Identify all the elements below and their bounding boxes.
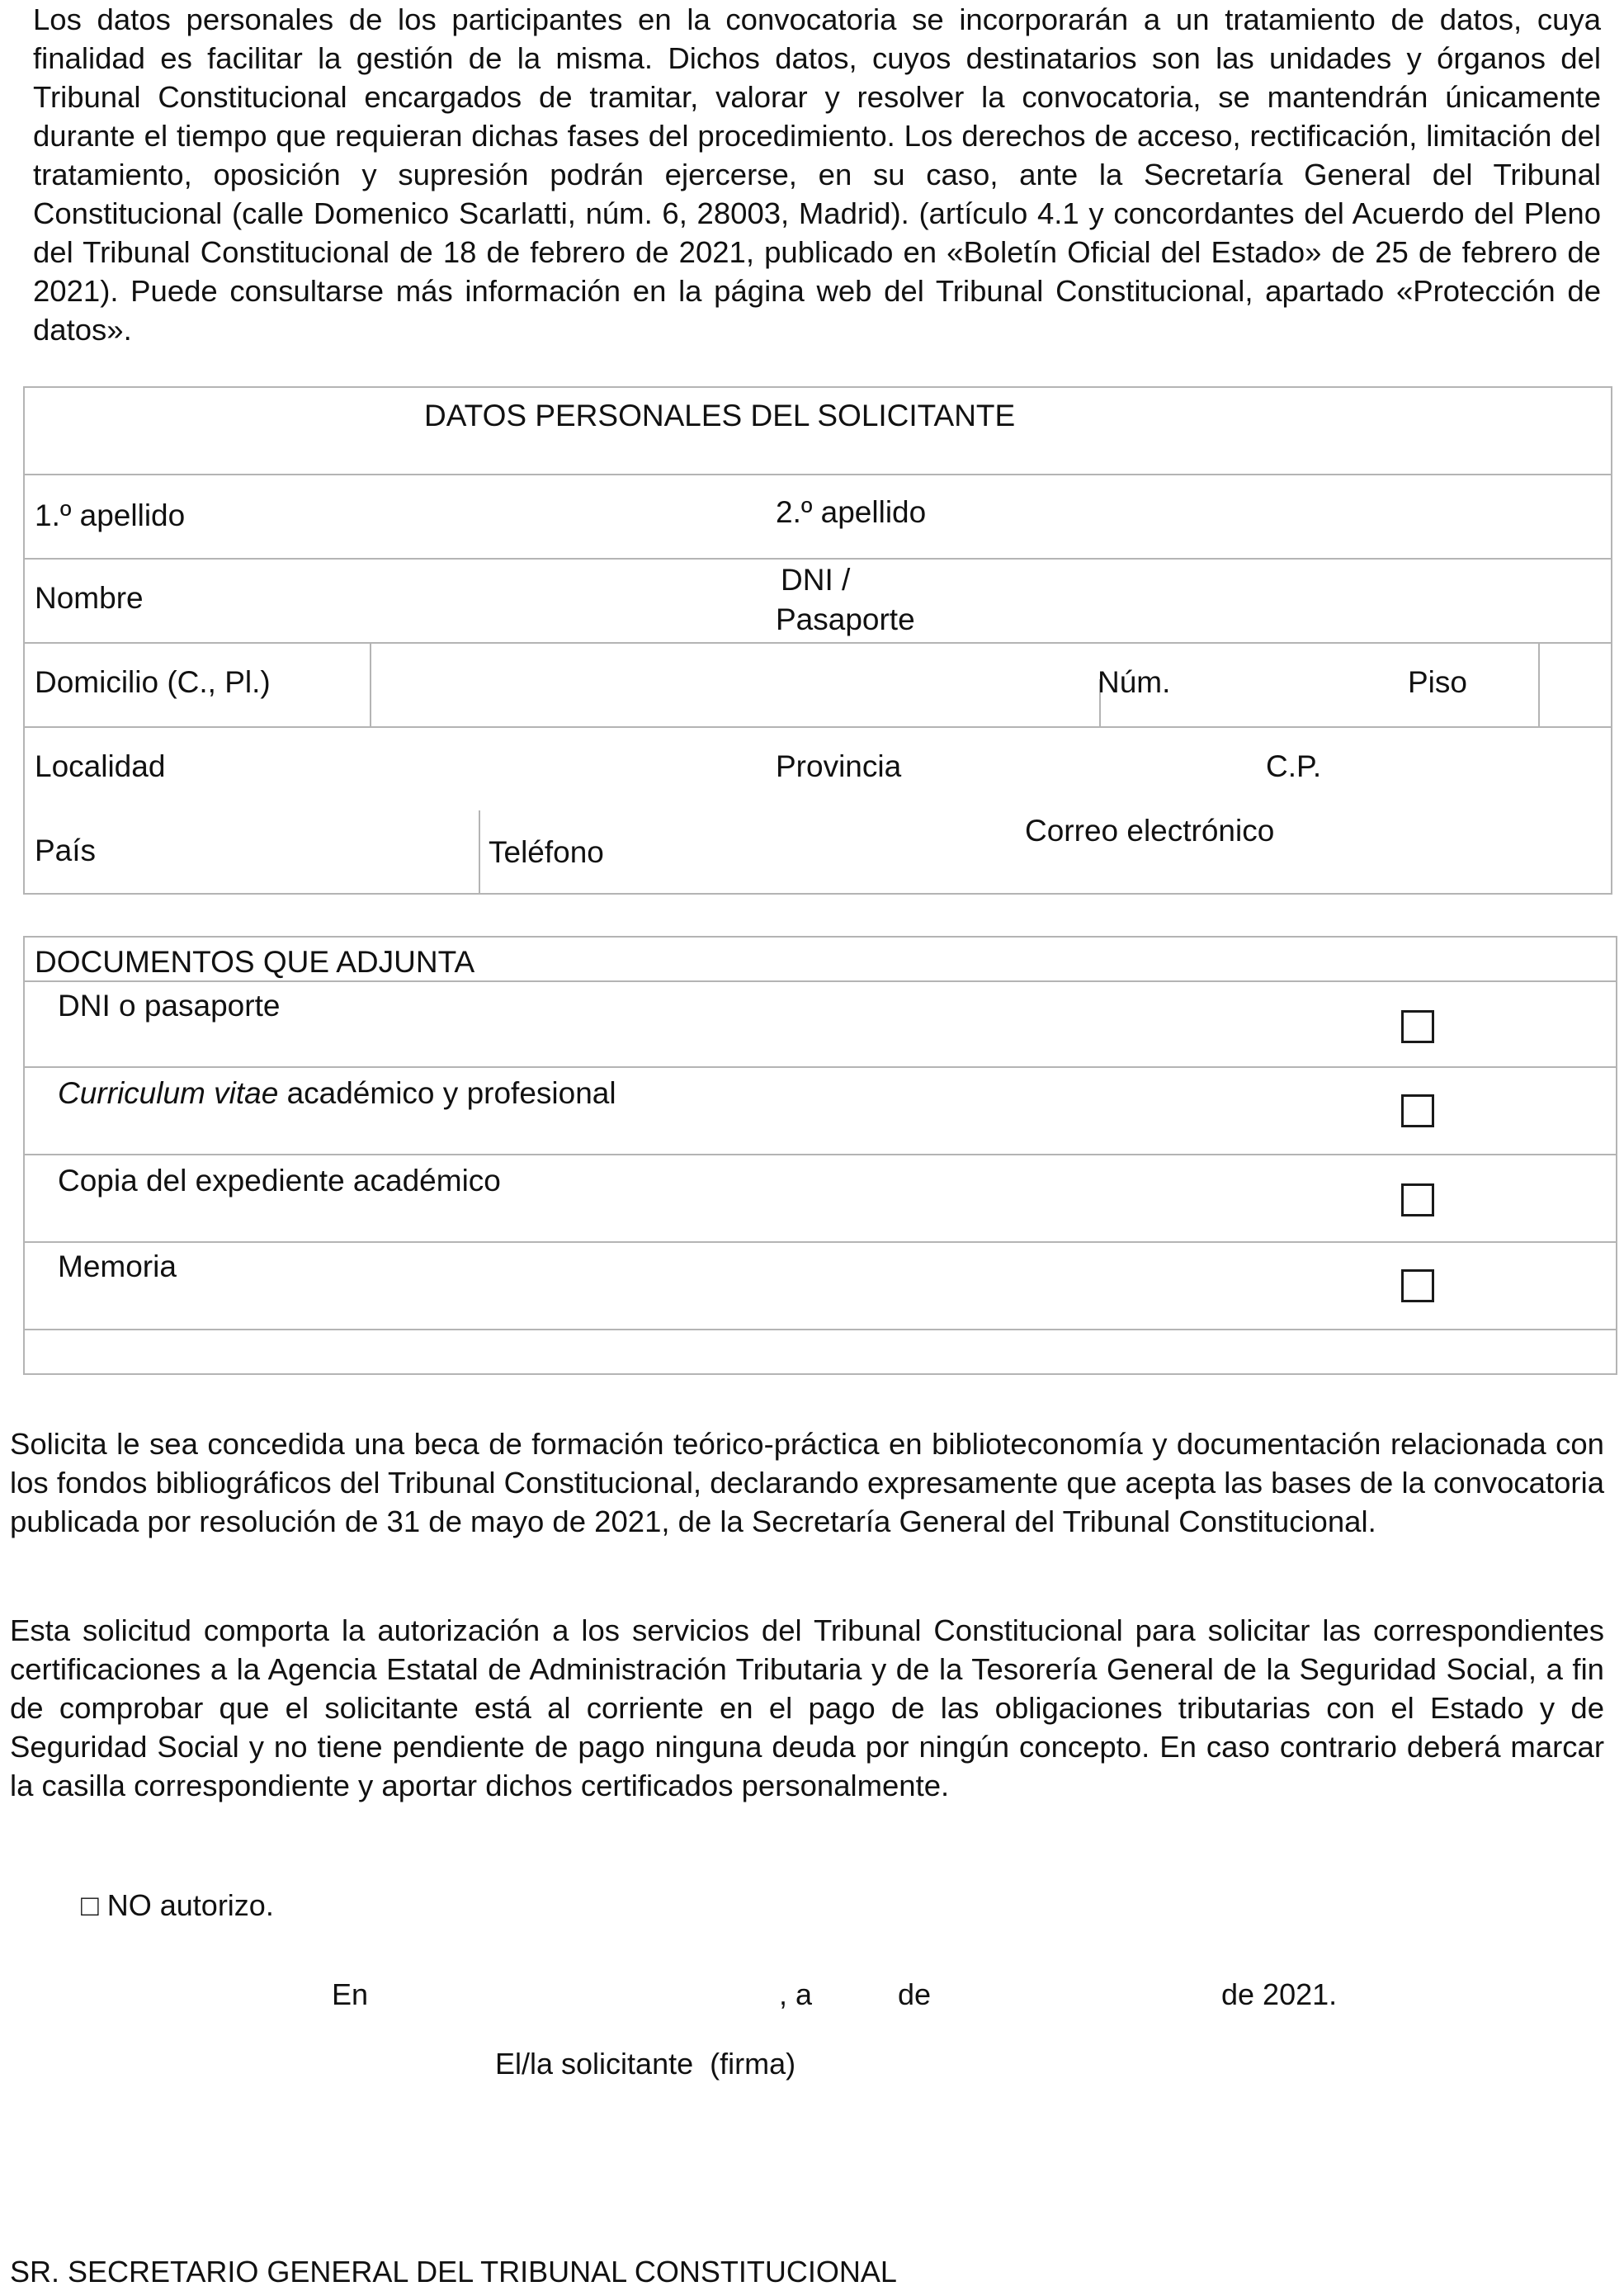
signature-label: El/la solicitante (firma) xyxy=(495,2047,796,2081)
postal-code-label: C.P. xyxy=(1266,749,1322,783)
cv-checkbox[interactable] xyxy=(1401,1094,1434,1127)
authorization-paragraph: Esta solicitud comporta la autorización a los servicios del Tribunal Constitucional para solicitar las correspondientes certificaciones a la Agencia Estatal de Administración Tributaria y de la Tesorería General de la Seguridad Social, a fin de comprobar que el solicitante está al corriente en el pago de las obligaciones tributarias con el Estado y de Seguridad Social y no tiene pendiente de pago ninguna deuda por ningún concepto. En caso contrario deberá marcar la casilla correspondiente y aportar dichos certificados personalmente. xyxy=(10,1613,1604,1802)
country-label: País xyxy=(35,834,97,867)
second-surname-label: 2.º apellido xyxy=(776,495,927,529)
address-label: Domicilio (C., Pl.) xyxy=(35,665,271,699)
document-item-label xyxy=(58,1075,616,1112)
document-item-label: Memoria xyxy=(58,1249,177,1283)
documents-title: DOCUMENTOS QUE ADJUNTA xyxy=(35,945,475,979)
row-divider xyxy=(25,642,1611,644)
date-en-label: En xyxy=(332,1977,369,2011)
date-de-label: de xyxy=(898,1977,932,2011)
document-item-label: Copia del expediente académico xyxy=(58,1164,501,1197)
no-authorize-option[interactable]: □ NO autorizo. xyxy=(81,1888,274,1922)
row-divider xyxy=(25,474,1611,475)
addressee: SR. SECRETARIO GENERAL DEL TRIBUNAL CONSTITUCIONAL xyxy=(10,2255,897,2289)
row-divider xyxy=(25,558,1611,560)
city-label: Localidad xyxy=(35,749,166,783)
request-paragraph: Solicita le sea concedida una beca de formación teórico-práctica en biblioteconomía y documentación relacionada con los fondos bibliográficos del Tribunal Constitucional, declarando expresamente que acepta las bases de la convocatoria publicada por resolución de 31 de mayo de 2021, de la Secretaría General del Tribunal Constitucional. xyxy=(10,1427,1604,1538)
dni-checkbox[interactable] xyxy=(1401,1010,1434,1043)
number-label: Núm. xyxy=(1098,665,1171,699)
dni-label-line2: Pasaporte xyxy=(776,602,915,636)
province-label: Provincia xyxy=(776,749,902,783)
date-year-label: de 2021. xyxy=(1221,1977,1338,2011)
transcript-checkbox[interactable] xyxy=(1401,1183,1434,1216)
row-divider xyxy=(25,1154,1616,1155)
document-item-label: DNI o pasaporte xyxy=(58,989,281,1023)
row-divider xyxy=(25,1329,1616,1330)
row-divider xyxy=(25,1241,1616,1243)
first-surname-label: 1.º apellido xyxy=(35,498,186,532)
cv-label-rest: académico y profesional xyxy=(278,1076,616,1110)
column-divider xyxy=(370,642,371,726)
column-divider xyxy=(1538,642,1540,726)
column-divider xyxy=(479,810,480,895)
dni-label-line1: DNI / xyxy=(781,563,851,597)
date-a-label: , a xyxy=(779,1977,813,2011)
name-label: Nombre xyxy=(35,581,144,615)
email-label: Correo electrónico xyxy=(1025,814,1275,848)
row-divider xyxy=(25,726,1611,728)
phone-label: Teléfono xyxy=(489,835,604,869)
cv-italic-label: Curriculum vitae xyxy=(58,1076,279,1110)
floor-label: Piso xyxy=(1408,665,1467,699)
memoria-checkbox[interactable] xyxy=(1401,1269,1434,1302)
personal-data-title: DATOS PERSONALES DEL SOLICITANTE xyxy=(424,399,1016,432)
privacy-notice: Los datos personales de los participantes en la convocatoria se incorporarán a un tratamiento de datos, cuya finalidad es facilitar la gestión de la misma. Dichos datos, cuyos destinatarios son las unidades y órganos del Tribunal Constitucional encargados de tramitar, valorar y resolver la convocatoria, se mantendrán únicamente durante el tiempo que requieran dichas fases del procedimiento. Los derechos de acceso, rectificación, limitación del tratamiento, oposición y supresión podrán ejercerse, en su caso, ante la Secretaría General del Tribunal Constitucional (calle Domenico Scarlatti, núm. 6, 28003, Madrid). (artículo 4.1 y concordantes del Acuerdo del Pleno del Tribunal Constitucional de 18 de febrero de 2021, publicado en «Boletín Oficial del Estado» de 25 de febrero de 2021). Puede consultarse más información en la página web del Tribunal Constitucional, apartado «Protección de datos». xyxy=(33,2,1601,347)
personal-data-table xyxy=(23,386,1612,895)
row-divider xyxy=(25,1066,1616,1068)
documents-table xyxy=(23,936,1617,1375)
